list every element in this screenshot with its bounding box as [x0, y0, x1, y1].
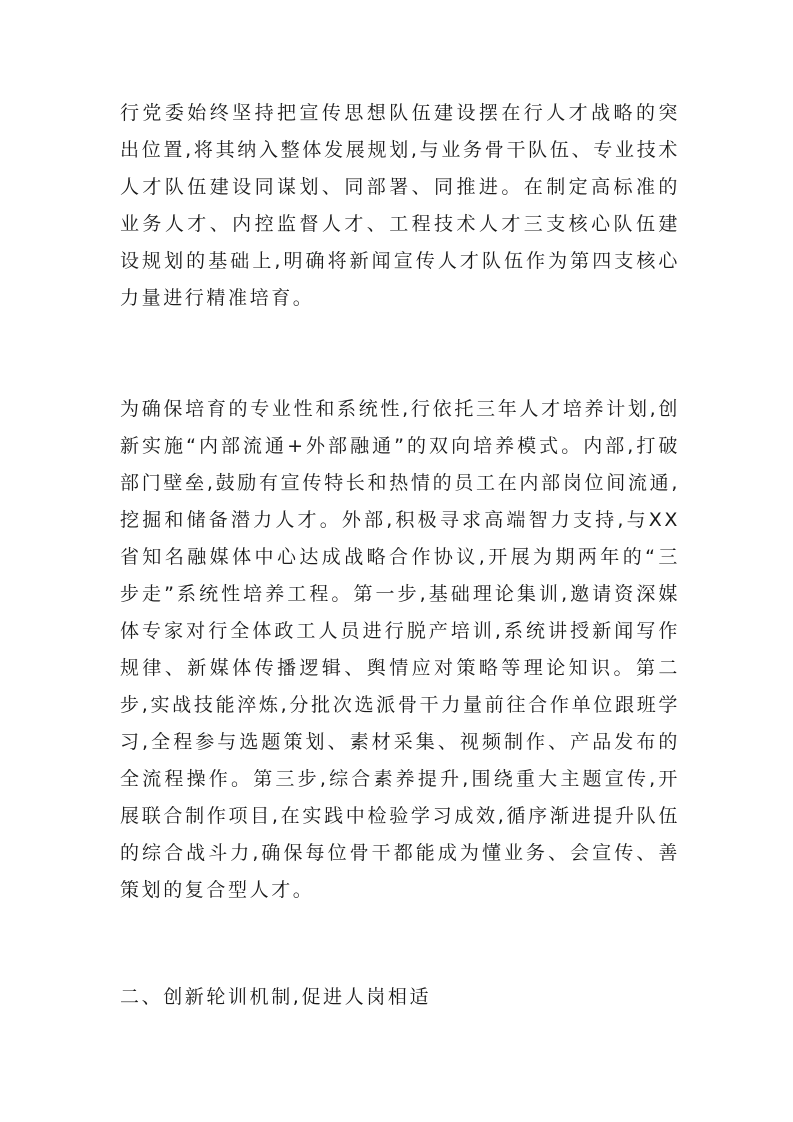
- section-heading: 二、创新轮训机制,促进人岗相适: [120, 986, 432, 1008]
- body-paragraph: 行党委始终坚持把宣传思想队伍建设摆在行人才战略的突出位置,将其纳入整体发展规划,与业务骨干队伍、专业技术人才队伍建设同谋划、同部署、同推进。在制定高标准的业务人才、内控监督人才、工程技术人才三支核心队伍建设规划的基础上,明确将新闻宣传人才队伍作为第四支核心力量进行精准培育。: [120, 102, 680, 309]
- body-paragraph: 为确保培育的专业性和系统性,行依托三年人才培养计划,创新实施“内部流通+外部融通”的双向培养模式。内部,打破部门壁垒,鼓励有宣传特长和热情的员工在内部岗位间流通,挖掘和储备潜力人才。外部,积极寻求高端智力支持,与XX省知名融媒体中心达成战略合作协议,开展为期两年的“三步走”系统性培养工程。第一步,基础理论集训,邀请资深媒体专家对行全体政工人员进行脱产培训,系统讲授新闻写作规律、新媒体传播逻辑、舆情应对策略等理论知识。第二步,实战技能淬炼,分批次选派骨干力量前往合作单位跟班学习,全程参与选题策划、素材采集、视频制作、产品发布的全流程操作。第三步,综合素养提升,围绕重大主题宣传,开展联合制作项目,在实践中检验学习成效,循序渐进提升队伍的综合战斗力,确保每位骨干都能成为懂业务、会宣传、善策划的复合型人才。: [120, 398, 680, 901]
